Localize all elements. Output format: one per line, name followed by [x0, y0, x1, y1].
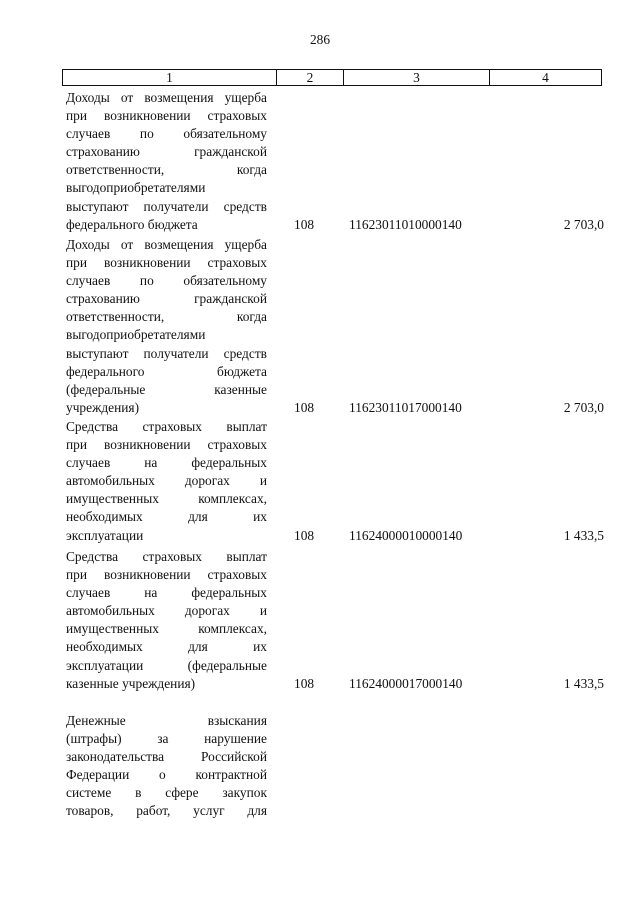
row-codes: [66, 675, 604, 693]
row-description: [66, 712, 267, 821]
description-line: выгодоприобретателями: [66, 180, 206, 196]
kbk-code: 11624000017000140: [349, 675, 463, 691]
description-line: Доходы от возмещения ущерба: [66, 237, 267, 252]
description-line: необходимых для их: [66, 509, 267, 525]
row-description: [66, 548, 267, 693]
description-line: страхованию гражданской: [66, 144, 267, 160]
table-row-partial: [66, 712, 604, 821]
row-codes: [66, 399, 604, 417]
description-line: при возникновении страховых: [66, 437, 267, 453]
description-line: учреждения): [66, 399, 140, 415]
kbk-code: 11623011010000140: [349, 216, 462, 232]
description-line: эксплуатации (федеральные: [66, 657, 267, 673]
table-header: [62, 69, 602, 86]
kbk-code: 11623011017000140: [349, 399, 462, 415]
description-line: при возникновении страховых: [66, 108, 267, 124]
description-line: при возникновении страховых: [66, 567, 267, 583]
description-line: федерального бюджета: [66, 363, 267, 379]
header-col-1: 1: [166, 70, 173, 85]
description-line: имущественных комплексах,: [66, 621, 267, 637]
description-line: случаев по обязательному: [66, 273, 267, 289]
description-line: (штрафы) за нарушение: [66, 731, 267, 747]
description-line: Денежные взыскания: [66, 713, 267, 728]
description-line: ответственности, когда: [66, 162, 267, 178]
description-line: эксплуатации: [66, 527, 144, 543]
table-row: [66, 418, 604, 545]
table-row: [66, 236, 604, 417]
table-row: [66, 548, 604, 693]
description-line: казенные учреждения): [66, 675, 196, 691]
description-line: товаров, работ, услуг для: [66, 803, 267, 819]
description-line: автомобильных дорогах и: [66, 603, 267, 619]
description-line: Средства страховых выплат: [66, 419, 267, 434]
amount-value: 2 703,0: [563, 216, 604, 232]
description-line: Доходы от возмещения ущерба: [66, 90, 267, 105]
description-line: федерального бюджета: [66, 216, 198, 232]
description-line: системе в сфере закупок: [66, 785, 267, 801]
amount-value: 1 433,5: [563, 527, 604, 543]
description-line: выступают получатели средств: [66, 198, 267, 214]
page-number: 286: [309, 32, 331, 47]
description-line: выгодоприобретателями: [66, 327, 206, 343]
kbk-code: 11624000010000140: [349, 527, 463, 543]
description-line: законодательства Российской: [66, 749, 267, 765]
description-line: при возникновении страховых: [66, 255, 267, 271]
description-line: ответственности, когда: [66, 309, 267, 325]
amount-value: 2 703,0: [563, 399, 604, 415]
description-line: случаев по обязательному: [66, 126, 267, 142]
row-codes: [66, 216, 604, 234]
admin-code: 108: [294, 399, 315, 415]
description-line: выступают получатели средств: [66, 345, 267, 361]
description-line: автомобильных дорогах и: [66, 473, 267, 489]
description-line: необходимых для их: [66, 639, 267, 655]
row-codes: [66, 527, 604, 545]
description-line: Средства страховых выплат: [66, 549, 267, 564]
description-line: случаев на федеральных: [66, 455, 267, 471]
amount-value: 1 433,5: [563, 675, 604, 691]
header-col-3: 3: [343, 70, 489, 85]
header-col-4: 4: [489, 70, 601, 85]
admin-code: 108: [294, 216, 315, 232]
table-row: [66, 89, 604, 234]
row-description: [66, 236, 267, 417]
description-line: страхованию гражданской: [66, 291, 267, 307]
row-description: [66, 89, 267, 234]
admin-code: 108: [294, 527, 315, 543]
admin-code: 108: [294, 675, 315, 691]
header-col-2: 2: [276, 70, 343, 85]
description-line: имущественных комплексах,: [66, 491, 267, 507]
description-line: (федеральные казенные: [66, 381, 267, 397]
description-line: Федерации о контрактной: [66, 767, 267, 783]
description-line: случаев на федеральных: [66, 585, 267, 601]
